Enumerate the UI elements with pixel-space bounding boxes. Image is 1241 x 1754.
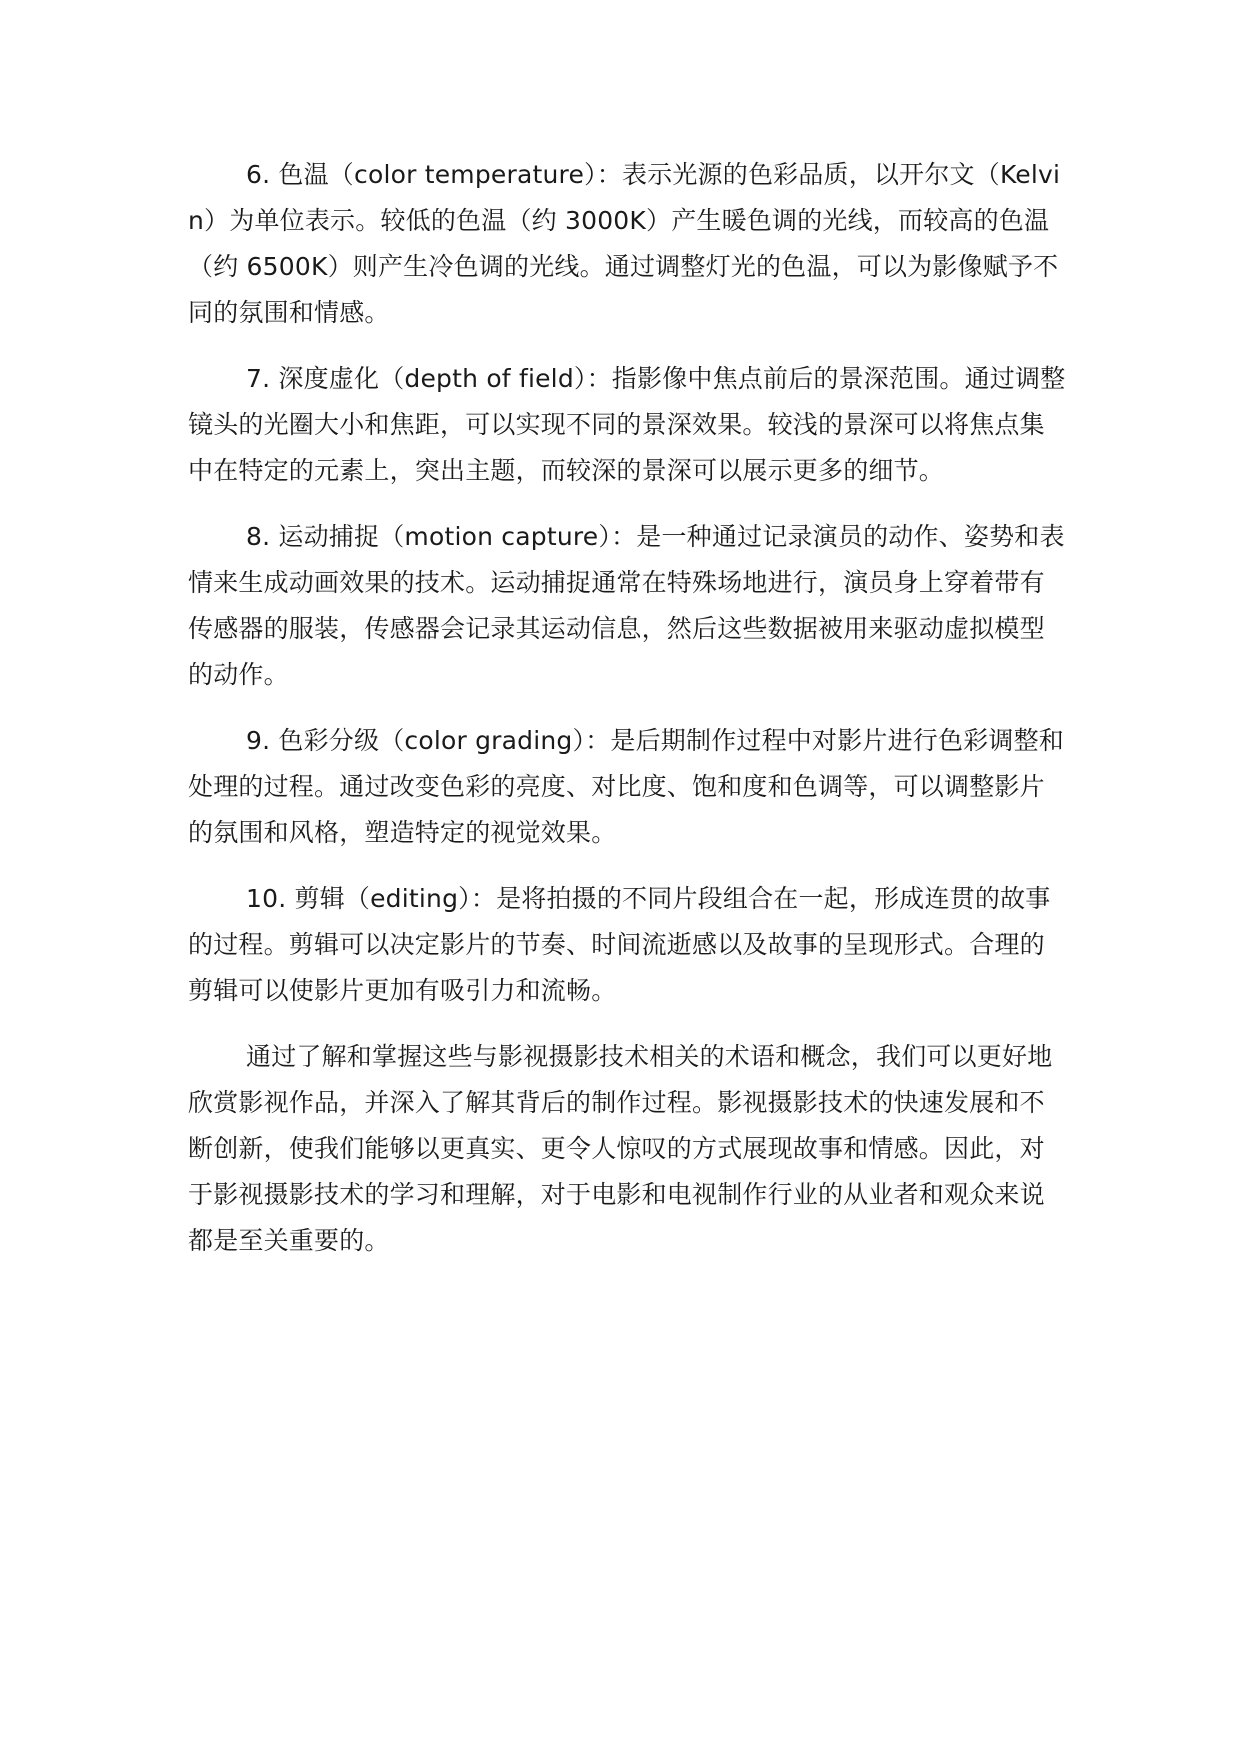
- paragraph-motion-capture: 8. 运动捕捉（motion capture）：是一种通过记录演员的动作、姿势和表情来生成动画效果的技术。运动捕捉通常在特殊场地进行，演员身上穿着带有传感器的服装，传感器会记录其运动信息，然后这些数据被用来驱动虚拟模型的动作。: [188, 522, 1065, 689]
- paragraph-editing: 10. 剪辑（editing）：是将拍摄的不同片段组合在一起，形成连贯的故事的过程。剪辑可以决定影片的节奏、时间流逝感以及故事的呈现形式。合理的剪辑可以使影片更加有吸引力和流畅。: [188, 884, 1051, 1005]
- paragraph-depth-of-field: 7. 深度虚化（depth of field）：指影像中焦点前后的景深范围。通过调整镜头的光圈大小和焦距，可以实现不同的景深效果。较浅的景深可以将焦点集中在特定的元素上，突出主题，而较深的景深可以展示更多的细节。: [188, 364, 1066, 485]
- paragraph-color-grading: 9. 色彩分级（color grading）：是后期制作过程中对影片进行色彩调整和处理的过程。通过改变色彩的亮度、对比度、饱和度和色调等，可以调整影片的氛围和风格，塑造特定的视觉效果。: [188, 726, 1065, 847]
- document-body: [188, 152, 1068, 1284]
- paragraph-conclusion: 通过了解和掌握这些与影视摄影技术相关的术语和概念，我们可以更好地欣赏影视作品，并深入了解其背后的制作过程。影视摄影技术的快速发展和不断创新，使我们能够以更真实、更令人惊叹的方式展现故事和情感。因此，对于影视摄影技术的学习和理解，对于电影和电视制作行业的从业者和观众来说都是至关重要的。: [188, 1042, 1053, 1255]
- paragraph-color-temperature: 6. 色温（color temperature）：表示光源的色彩品质，以开尔文（Kelvin）为单位表示。较低的色温（约 3000K）产生暖色调的光线，而较高的色温（约 6500K）则产生冷色调的光线。通过调整灯光的色温，可以为影像赋予不同的氛围和情感。: [188, 160, 1061, 327]
